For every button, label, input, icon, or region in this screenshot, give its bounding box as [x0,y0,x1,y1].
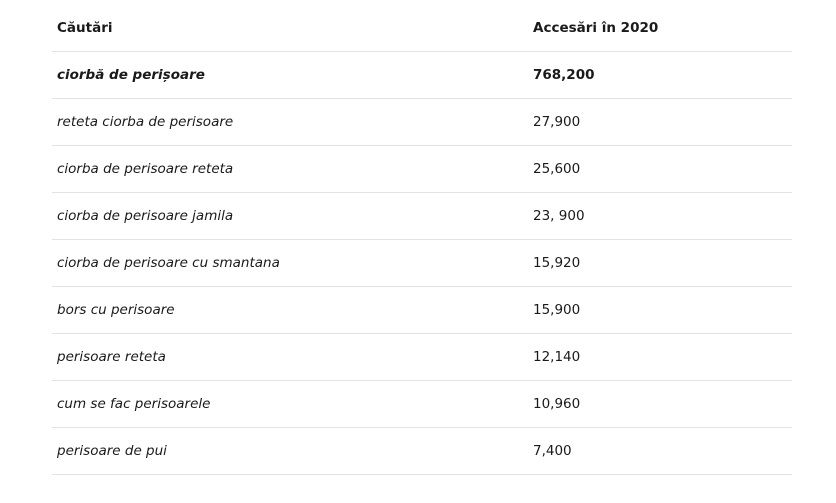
table-row [52,428,792,475]
search-stats-table [52,4,792,475]
row-term: ciorba de perisoare jamila [52,193,528,240]
header-search: Căutări [52,4,528,52]
row-term: ciorba de perisoare reteta [52,146,528,193]
row-term: perisoare reteta [52,334,528,381]
row-term: reteta ciorba de perisoare [52,99,528,146]
row-term: ciorbă de perișoare [52,52,528,99]
table-row [52,52,792,99]
search-stats-table-container [52,4,792,475]
table-row [52,334,792,381]
row-term: ciorba de perisoare cu smantana [52,240,528,287]
table-row [52,240,792,287]
row-visits: 15,920 [528,240,792,287]
row-visits: 768,200 [528,52,792,99]
row-visits: 7,400 [528,428,792,475]
row-visits: 12,140 [528,334,792,381]
row-visits: 25,600 [528,146,792,193]
table-row [52,287,792,334]
table-row [52,146,792,193]
table-row [52,99,792,146]
header-visits: Accesări în 2020 [528,4,792,52]
row-term: bors cu perisoare [52,287,528,334]
row-visits: 27,900 [528,99,792,146]
row-term: cum se fac perisoarele [52,381,528,428]
row-term: perisoare de pui [52,428,528,475]
table-header-row [52,4,792,52]
table-row [52,193,792,240]
row-visits: 15,900 [528,287,792,334]
table-row [52,381,792,428]
row-visits: 23, 900 [528,193,792,240]
row-visits: 10,960 [528,381,792,428]
